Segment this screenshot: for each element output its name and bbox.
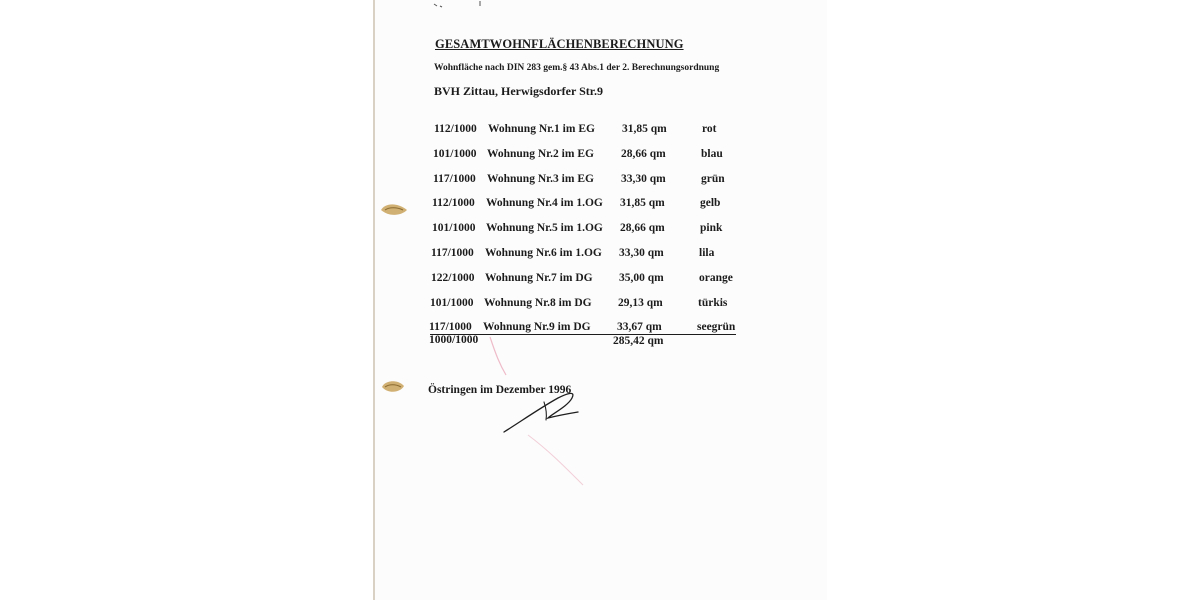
- color-cell: blau: [701, 148, 723, 160]
- area-cell: 31,85 qm: [622, 123, 667, 135]
- apartment-cell: Wohnung Nr.2 im EG: [487, 148, 594, 160]
- share-cell: 112/1000: [434, 123, 477, 135]
- area-cell: 33,30 qm: [621, 173, 666, 185]
- share-cell: 122/1000: [431, 272, 475, 284]
- area-cell: 33,67 qm: [617, 321, 662, 333]
- table-row: [431, 272, 761, 288]
- color-cell: gelb: [700, 197, 721, 209]
- place-date: Östringen im Dezember 1996: [428, 384, 572, 396]
- area-cell: 29,13 qm: [618, 297, 663, 309]
- apartment-cell: Wohnung Nr.9 im DG: [483, 321, 591, 333]
- apartment-cell: Wohnung Nr.4 im 1.OG: [486, 197, 603, 209]
- apartment-cell: Wohnung Nr.3 im EG: [487, 173, 594, 185]
- apartment-cell: Wohnung Nr.5 im 1.OG: [486, 222, 603, 234]
- area-cell: 31,85 qm: [620, 197, 665, 209]
- color-cell: seegrün: [697, 321, 736, 333]
- area-cell: 33,30 qm: [619, 247, 664, 259]
- apartment-cell: Wohnung Nr.6 im 1.OG: [485, 247, 602, 259]
- area-cell: 28,66 qm: [621, 148, 666, 160]
- table-row: [431, 247, 761, 263]
- share-cell: 101/1000: [430, 297, 474, 309]
- share-cell: 101/1000: [433, 148, 477, 160]
- document-title: GESAMTWOHNFLÄCHENBERECHNUNG: [435, 37, 684, 51]
- total-share: 1000/1000: [429, 334, 479, 346]
- signature: [500, 388, 590, 436]
- table-row: [432, 197, 762, 213]
- color-cell: türkis: [698, 297, 728, 309]
- table-row: [433, 148, 763, 164]
- color-cell: rot: [702, 123, 717, 135]
- share-cell: 117/1000: [433, 173, 476, 185]
- total-area: 285,42 qm: [613, 335, 664, 347]
- apartment-cell: Wohnung Nr.1 im EG: [488, 123, 595, 135]
- share-cell: 112/1000: [432, 197, 475, 209]
- table-row: [434, 123, 764, 139]
- table-row: [432, 222, 762, 238]
- document-subtitle: Wohnfläche nach DIN 283 gem.§ 43 Abs.1 der 2. Berechnungsordnung: [434, 63, 720, 73]
- color-cell: pink: [700, 222, 723, 234]
- apartment-cell: Wohnung Nr.8 im DG: [484, 297, 592, 309]
- project-name: BVH Zittau, Herwigsdorfer Str.9: [434, 84, 603, 98]
- area-cell: 35,00 qm: [619, 272, 664, 284]
- apartment-cell: Wohnung Nr.7 im DG: [485, 272, 593, 284]
- area-cell: 28,66 qm: [620, 222, 665, 234]
- table-row: [433, 173, 763, 189]
- color-cell: orange: [699, 272, 733, 284]
- share-cell: 117/1000: [429, 321, 472, 333]
- color-cell: lila: [699, 247, 715, 259]
- table-row: [430, 297, 760, 313]
- share-cell: 117/1000: [431, 247, 474, 259]
- color-cell: grün: [701, 173, 725, 185]
- share-cell: 101/1000: [432, 222, 476, 234]
